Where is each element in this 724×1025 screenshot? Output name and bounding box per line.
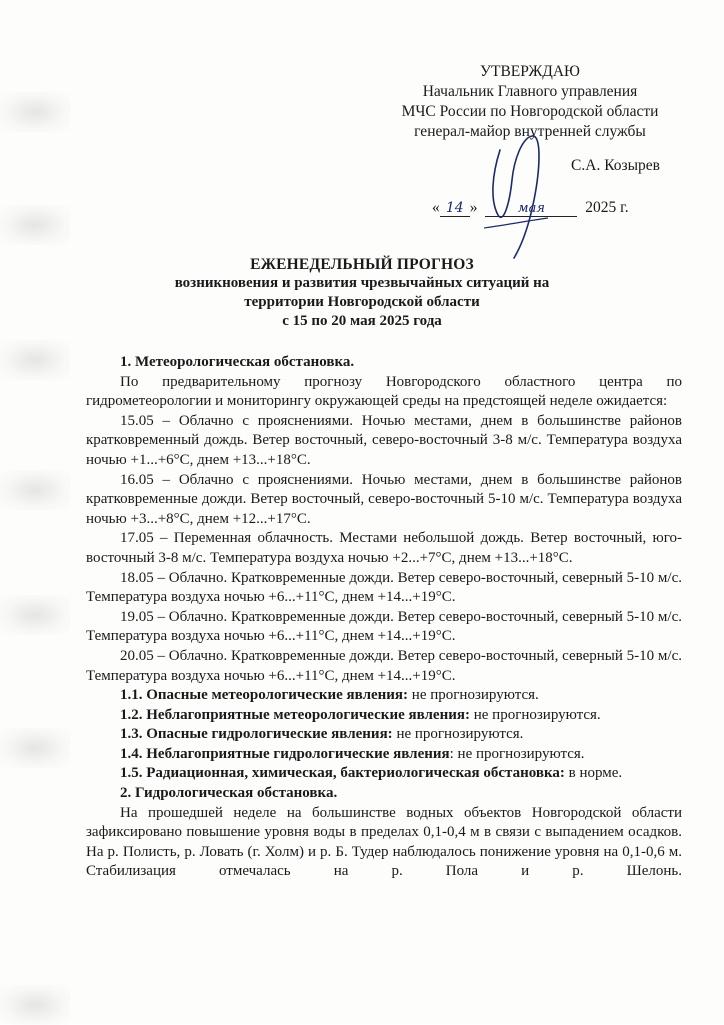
scan-artifact (0, 470, 70, 510)
subsection-1-3: 1.3. Опасные гидрологические явления: не прогнозируются. (120, 726, 524, 743)
approval-date: « 14 » мая 2025 г. (432, 199, 629, 216)
date-day: 14 (440, 200, 470, 217)
forecast-day: 15.05 – Облачно с прояснениями. Ночью местами, днем в большинстве районов кратковременный дождь. Ветер восточный, северо-восточный 3-8 м/с. Температура воздуха ночью +1...+6°С, днем +13...+18°С. (86, 412, 682, 468)
title-line2: возникновения и развития чрезвычайных ситуаций на (174, 275, 550, 291)
forecast-day: 20.05 – Облачно. Кратковременные дожди. Ветер северо-восточный, северный 5-10 м/с. Температура воздуха ночью +6...+11°С, днем +14...+19°С. (86, 647, 682, 684)
subsection-1-2: 1.2. Неблагоприятные метеорологические явления: не прогнозируются. (120, 706, 601, 723)
date-month: мая (485, 201, 577, 217)
signature-icon (470, 130, 560, 260)
scan-artifact (0, 92, 70, 132)
approval-rank: генерал-майор внутренней службы (414, 123, 646, 140)
forecast-day: 16.05 – Облачно с прояснениями. Ночью местами, днем в большинстве районов кратковременные дожди. Ветер восточный, северо-восточный 5-10 м/с. Температура воздуха ночью +3...+8°С, днем +12...+17°С. (86, 471, 682, 527)
subsection-1-5: 1.5. Радиационная, химическая, бактериологическая обстановка: в норме. (120, 765, 623, 782)
approval-position-line1: Начальник Главного управления (422, 83, 638, 100)
scan-artifact (0, 205, 70, 245)
forecast-day: 17.05 – Переменная облачность. Местами небольшой дождь. Ветер восточный, юго-восточный 3-8 м/с. Температура воздуха ночью +2...+7°С, днем +13...+18°С. (86, 530, 682, 566)
scan-artifact (0, 985, 70, 1025)
title-line3: территории Новгородской области (244, 294, 480, 310)
section1-intro: По предварительному прогнозу Новгородского областного центра по гидрометеорологии и мониторингу окружающей среды на предстоящей неделе ожидается: (86, 373, 682, 410)
approval-position-line2: МЧС России по Новгородской области (401, 103, 659, 120)
approval-word: УТВЕРЖДАЮ (480, 63, 580, 80)
section2-heading: 2. Гидрологическая обстановка. (120, 785, 338, 802)
title-line4: с 15 по 20 мая 2025 года (282, 313, 442, 329)
scan-artifact (0, 340, 70, 380)
approver-name: С.А. Козырев (571, 157, 660, 174)
scan-artifact (0, 728, 70, 768)
section2-text: На прошедшей неделе на большинстве водных объектов Новгородской области зафиксировано повышение уровня воды в пределах 0,1-0,4 м в связи с выпадением осадков. На р. Полисть, р. Ловать (г. Холм) и р. Б. Тудер наблюдалось понижение уровня на 0,1-0,6 м. Стабилизация отмечалась на р. Пола и р. Шелонь. (86, 804, 682, 880)
document-body (86, 353, 682, 882)
forecast-day: 19.05 – Облачно. Кратковременные дожди. Ветер северо-восточный, северный 5-10 м/с. Температура воздуха ночью +6...+11°С, днем +14...+19°С. (86, 608, 682, 645)
document-title (0, 255, 724, 331)
date-year: 2025 г. (585, 199, 629, 216)
subsection-1-4: 1.4. Неблагоприятные гидрологические явления: не прогнозируются. (120, 745, 585, 762)
subsection-1-1: 1.1. Опасные метеорологические явления: не прогнозируются. (120, 687, 539, 704)
section1-heading: 1. Метеорологическая обстановка. (120, 354, 355, 370)
forecast-day: 18.05 – Облачно. Кратковременные дожди. Ветер северо-восточный, северный 5-10 м/с. Температура воздуха ночью +6...+11°С, днем +14...+19°С. (86, 569, 682, 606)
scan-artifact (0, 595, 70, 635)
title-main: ЕЖЕНЕДЕЛЬНЫЙ ПРОГНОЗ (250, 256, 474, 273)
